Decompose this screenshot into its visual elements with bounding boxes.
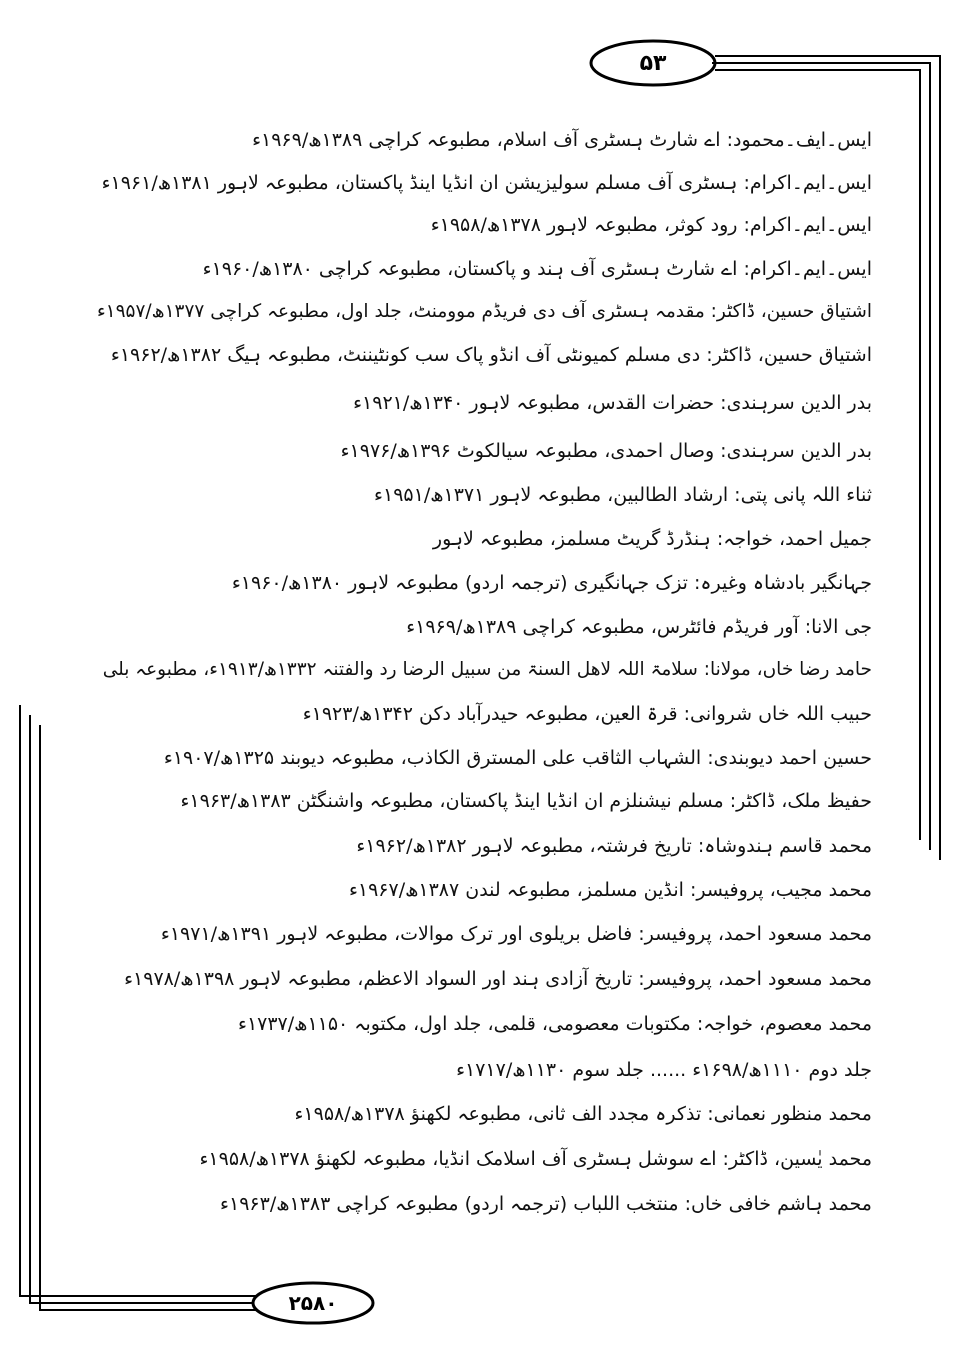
bibliography-entry: حفیظ ملک، ڈاکٹر: مسلم نیشنلزم ان انڈیا اینڈ پاکستان، مطبوعہ واشنگٹن ۱۳۸۳ھ/۱۹۶۳ء bbox=[180, 790, 872, 812]
bibliography-entry: محمد منظور نعمانی: تذکرہ مجدد الف ثانی، مطبوعہ لکھنؤ ۱۳۷۸ھ/۱۹۵۸ء bbox=[294, 1103, 872, 1125]
bibliography-entry: بدر الدین سرہندی: وصال احمدی، مطبوعہ سیالکوٹ ۱۳۹۶ھ/۱۹۷۶ء bbox=[340, 440, 872, 462]
bibliography-entry: محمد معصوم، خواجہ: مکتوبات معصومی، قلمی، جلد اول، مکتوبہ ۱۱۵۰ھ/۱۷۳۷ء bbox=[238, 1013, 872, 1035]
bibliography-entry: محمد مسعود احمد، پروفیسر: فاضل بریلوی اور ترک موالات، مطبوعہ لاہور ۱۳۹۱ھ/۱۹۷۱ء bbox=[160, 923, 872, 945]
bibliography-entry: محمد مجیب، پروفیسر: انڈین مسلمز، مطبوعہ لندن ۱۳۸۷ھ/۱۹۶۷ء bbox=[348, 879, 872, 901]
bibliography-entry: جہانگیر بادشاہ وغیرہ: تزک جہانگیری (ترجمہ اردو) مطبوعہ لاہور ۱۳۸۰ھ/۱۹۶۰ء bbox=[231, 572, 872, 594]
bibliography-entry: جمیل احمد، خواجہ: ہنڈرڈ گریٹ مسلمز، مطبوعہ لاہور bbox=[432, 528, 872, 550]
bibliography-entry: ثناء اللہ پانی پتی: ارشاد الطالبین، مطبوعہ لاہور ۱۳۷۱ھ/۱۹۵۱ء bbox=[374, 484, 872, 506]
bibliography-entry: حبیب اللہ خاں شروانی: قرۃ العین، مطبوعہ حیدرآباد دکن ۱۳۴۲ھ/۱۹۲۳ء bbox=[302, 703, 872, 725]
bibliography-entry: ایس۔ایم۔اکرام: رود کوثر، مطبوعہ لاہور ۱۳۷۸ھ/۱۹۵۸ء bbox=[430, 214, 872, 236]
bibliography-entry: اشتیاق حسین، ڈاکٹر: دی مسلم کمیونٹی آف انڈو پاک سب کونٹیننٹ، مطبوعہ ہیگ ۱۳۸۲ھ/۱۹۶۲ء bbox=[110, 344, 872, 366]
bibliography-entry: محمد یٰسین، ڈاکٹر: اے سوشل ہسٹری آف اسلامک انڈیا، مطبوعہ لکھنؤ ۱۳۷۸ھ/۱۹۵۸ء bbox=[199, 1148, 872, 1170]
bibliography-entry: محمد ہاشم خافی خاں: منتخب اللباب (ترجمہ اردو) مطبوعہ کراچی ۱۳۸۳ھ/۱۹۶۳ء bbox=[220, 1193, 872, 1215]
bibliography-entry: محمد مسعود احمد، پروفیسر: تاریخ آزادی ہند اور السواد الاعظم، مطبوعہ لاہور ۱۳۹۸ھ/۱۹۷۸ء bbox=[124, 968, 872, 990]
bibliography-entry: اشتیاق حسین، ڈاکٹر: مقدمہ ہسٹری آف دی فریڈم موومنٹ، جلد اول، مطبوعہ کراچی ۱۳۷۷ھ/۱۹۵۷ء bbox=[96, 301, 872, 322]
bibliography-entry: محمد قاسم ہندوشاہ: تاریخ فرشتہ، مطبوعہ لاہور ۱۳۸۲ھ/۱۹۶۲ء bbox=[356, 835, 872, 857]
bibliography-entry: ایس۔ایم۔اکرام: اے شارٹ ہسٹری آف ہند و پاکستان، مطبوعہ کراچی ۱۳۸۰ھ/۱۹۶۰ء bbox=[202, 258, 872, 280]
bottom-page-number: ۲۵۸۰ bbox=[288, 1291, 338, 1315]
bibliography-entry: ایس۔ایف۔محمود: اے شارٹ ہسٹری آف اسلام، مطبوعہ کراچی ۱۳۸۹ھ/۱۹۶۹ء bbox=[252, 129, 872, 151]
bibliography-entry: حامد رضا خاں، مولانا: سلامۃ اللہ لاھل السنۃ من سبیل الرضا رد والفتنہ ۱۳۳۲ھ/۱۹۱۳ء، مطبوعہ بلی bbox=[102, 659, 872, 680]
bibliography-entry: جلد دوم ۱۱۱۰ھ/۱۶۹۸ء ...... جلد سوم ۱۱۳۰ھ/۱۷۱۷ء bbox=[456, 1059, 872, 1081]
bibliography-entry: حسین احمد دیوبندی: الشہاب الثاقب علی المسترق الکاذب، مطبوعہ دیوبند ۱۳۲۵ھ/۱۹۰۷ء bbox=[163, 747, 872, 769]
bibliography-entry: ایس۔ایم۔اکرام: ہسٹری آف مسلم سولیزیشن ان انڈیا اینڈ پاکستان، مطبوعہ لاہور ۱۳۸۱ھ/۱۹۶۱ء bbox=[101, 172, 872, 194]
top-page-number: ۵۳ bbox=[639, 50, 667, 76]
bibliography-entry: جی الانا: آور فریڈم فائٹرس، مطبوعہ کراچی ۱۳۸۹ھ/۱۹۶۹ء bbox=[406, 616, 872, 638]
bibliography-entry: بدر الدین سرہندی: حضرات القدس، مطبوعہ لاہور ۱۳۴۰ھ/۱۹۲۱ء bbox=[353, 392, 872, 414]
